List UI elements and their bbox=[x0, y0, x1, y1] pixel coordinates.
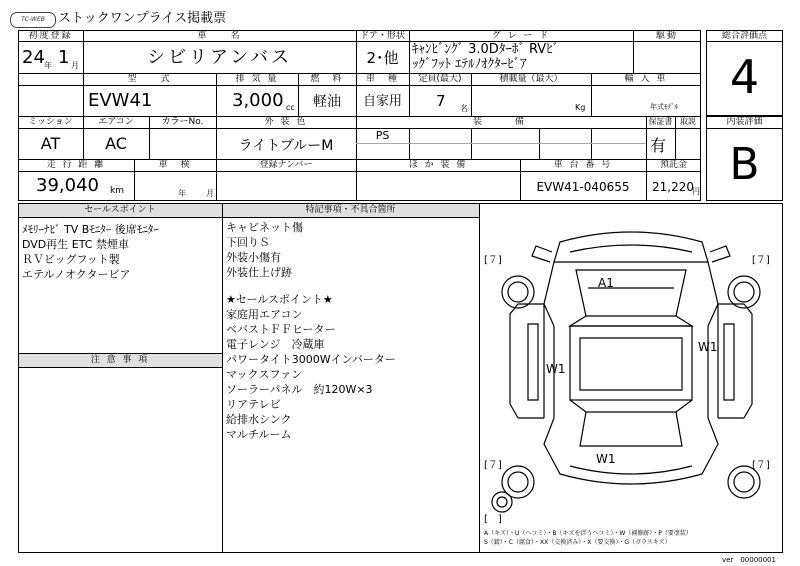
overall-score: 4 bbox=[729, 50, 760, 104]
label-ext-color: 外 装 色 bbox=[264, 117, 308, 127]
label-drive: 駆動 bbox=[655, 31, 678, 41]
grade-line-1: ｷｬﾝﾋﾞﾝｸﾞ 3.0Dﾀｰﾎﾞ RVﾋﾞ bbox=[412, 42, 560, 57]
special-line-11: マックスファン bbox=[226, 368, 303, 381]
label-door-type: ドア・形状 bbox=[360, 31, 405, 41]
cc-unit: cc bbox=[286, 103, 295, 112]
damage-w1-left: W1 bbox=[546, 362, 566, 376]
document-title: ストックワンプライス掲載票 bbox=[58, 11, 227, 26]
capacity-unit: 名 bbox=[460, 104, 468, 113]
special-line-6: ★セールスポイント★ bbox=[226, 293, 333, 306]
tire-fl-mark: [７] bbox=[484, 255, 502, 266]
label-inspection: 車 検 bbox=[158, 160, 192, 170]
chassis-value: EVW41-040655 bbox=[536, 180, 630, 194]
label-color-no: カラーNo. bbox=[161, 117, 204, 127]
damage-a1: A1 bbox=[598, 276, 614, 290]
vehicle-value: 自家用 bbox=[362, 94, 402, 109]
model-value: EVW41 bbox=[88, 90, 153, 111]
tire-rr-mark: [７] bbox=[752, 460, 770, 471]
fuel-value: 軽油 bbox=[313, 94, 341, 110]
logo: TC-WEB bbox=[10, 12, 56, 28]
reg-month: 1 bbox=[58, 47, 70, 68]
damage-w1-right: W1 bbox=[698, 340, 718, 354]
label-aircon: エアコン bbox=[98, 117, 134, 127]
inspection-month: 月 bbox=[206, 189, 214, 198]
label-plate: 登録ナンバー bbox=[259, 160, 313, 170]
reg-month-unit: 月 bbox=[71, 61, 79, 70]
tire-fr-mark: [７] bbox=[752, 255, 770, 266]
warranty-value: 有 bbox=[650, 136, 667, 155]
label-capacity: 定員(最大) bbox=[418, 74, 462, 84]
special-line-9: 電子レンジ 冷蔵庫 bbox=[226, 338, 325, 351]
label-deposit: 預託金 bbox=[659, 160, 687, 170]
label-first-reg: 初度登録 bbox=[28, 31, 73, 41]
sales-point-4: エテルノオクタービア bbox=[22, 268, 131, 281]
label-mission: ミッション bbox=[28, 117, 73, 127]
special-line-13: リアテレビ bbox=[226, 398, 281, 411]
door-type-value: 2･他 bbox=[366, 49, 399, 67]
reg-year: 24 bbox=[22, 47, 45, 68]
damage-w1-bottom: W1 bbox=[596, 452, 616, 466]
label-vehicle: 車 種 bbox=[365, 74, 399, 84]
special-line-3: 外装小傷有 bbox=[226, 251, 281, 264]
load-unit: Kg bbox=[575, 103, 586, 112]
label-import: 輸 入 車 bbox=[624, 74, 668, 84]
special-line-14: 給排水シンク bbox=[226, 413, 292, 426]
label-fuel: 燃 料 bbox=[310, 74, 344, 84]
label-load: 積載量（最大） bbox=[499, 74, 563, 84]
reg-year-unit: 年 bbox=[44, 61, 52, 70]
deposit-unit: 円 bbox=[692, 187, 700, 196]
legend-line-1: A（キズ）・U（ヘコミ）・B（キズを伴うヘコミ）・W（補修跡）・P（要塗装） bbox=[484, 530, 692, 537]
import-unit: 年式ﾓﾃﾞﾙ bbox=[650, 103, 678, 111]
aircon-value: AC bbox=[105, 134, 127, 153]
label-model: 型 式 bbox=[127, 74, 172, 84]
special-line-2: 下回りＳ bbox=[226, 236, 270, 249]
inspection-year: 年 bbox=[178, 189, 186, 198]
special-line-12: ソーラーパネル 約120W×3 bbox=[226, 383, 373, 396]
car-damage-diagram bbox=[480, 204, 782, 526]
legend-line-2: S（錆）・C（腐食）・XX（交換済み）・X（要交換）・G（ガラスキズ） bbox=[484, 539, 671, 546]
sales-point-1: ﾒﾓﾘｰﾅﾋﾞ TV Bﾓﾆﾀｰ 後席ﾓﾆﾀｰ bbox=[22, 223, 159, 236]
special-title: 特記事項・不具合箇所 bbox=[305, 205, 396, 215]
special-line-7: 家庭用エアコン bbox=[226, 308, 303, 321]
label-grade: グ レ ー ド bbox=[491, 31, 551, 41]
displacement-value: 3,000 bbox=[232, 90, 284, 111]
label-car-name: 車 名 bbox=[197, 31, 242, 41]
notes-title: 注 意 事 項 bbox=[90, 355, 150, 365]
special-line-1: キャビネット傷 bbox=[226, 221, 303, 234]
spare-mark: [ ] bbox=[484, 514, 502, 525]
special-line-8: ベバストＦＦヒーター bbox=[226, 323, 336, 336]
label-other-equipment: ほ か 装 備 bbox=[408, 160, 468, 170]
mission-value: AT bbox=[40, 134, 61, 153]
tire-rl-mark: [７] bbox=[484, 460, 502, 471]
label-chassis: 車 台 番 号 bbox=[553, 160, 613, 170]
sales-point-3: ＲＶビッグフット製 bbox=[22, 253, 120, 266]
special-line-15: マルチルーム bbox=[226, 428, 292, 441]
label-mileage: 走 行 距 離 bbox=[46, 160, 106, 170]
grade-line-2: ｯｸﾞﾌｯﾄ ｴﾃﾙﾉｵｸﾀｰﾋﾞｱ bbox=[412, 57, 527, 72]
label-equipment: 装 備 bbox=[472, 117, 529, 127]
deposit-value: 21,220 bbox=[652, 180, 694, 194]
equip-ps: PS bbox=[375, 129, 390, 142]
mileage-unit: km bbox=[110, 186, 124, 196]
label-displacement: 排 気 量 bbox=[235, 74, 279, 84]
capacity-value: 7 bbox=[436, 92, 446, 110]
sales-point-2: DVD再生 ETC 禁煙車 bbox=[22, 238, 129, 251]
label-warranty: 保証書 bbox=[648, 117, 673, 126]
car-name-value: シビリアンバス bbox=[146, 47, 293, 68]
label-overall: 総合評価点 bbox=[721, 31, 767, 41]
special-line-10: パワータイト3000Wインバーター bbox=[226, 353, 396, 366]
label-manual: 取説 bbox=[680, 117, 696, 126]
special-line-4: 外装仕上げ跡 bbox=[226, 266, 292, 279]
mileage-value: 39,040 bbox=[36, 175, 99, 196]
version-label: ver 00000001 bbox=[722, 556, 776, 564]
interior-score: B bbox=[729, 139, 760, 190]
ext-color-value: ライトブルーM bbox=[238, 138, 334, 154]
label-interior: 内装評価 bbox=[726, 117, 763, 127]
sales-points-title: セールスポイント bbox=[84, 205, 156, 215]
